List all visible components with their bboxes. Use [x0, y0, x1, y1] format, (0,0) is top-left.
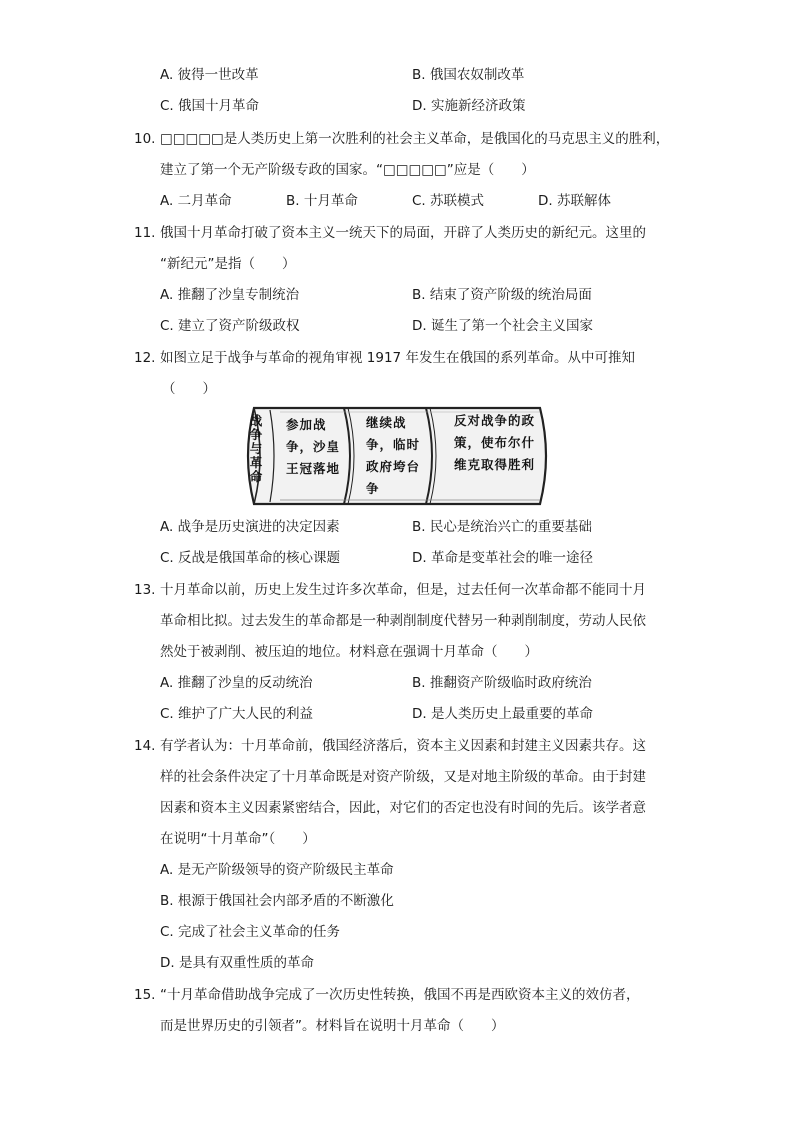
q15-stem-line2: 而是世界历史的引领者”。材料旨在说明十月革命（ ）: [160, 1018, 505, 1034]
q11-number: 11.: [134, 225, 156, 241]
q9-option-b: B. 俄国农奴制改革: [412, 67, 525, 83]
q12-stem-line1: 如图立足于战争与革命的视角审视 1917 年发生在俄国的系列革命。从中可推知: [160, 350, 635, 366]
q11-stem-line2: “新纪元”是指（ ）: [160, 256, 296, 272]
q13-number: 13.: [134, 582, 156, 598]
q14-option-a: A. 是无产阶级领导的资产阶级民主革命: [160, 862, 394, 878]
q14-option-d: D. 是具有双重性质的革命: [160, 955, 314, 971]
q13-stem-line1: 十月革命以前，历史上发生过许多次革命，但是，过去任何一次革命都不能同十月: [160, 582, 646, 598]
q10-option-c: C. 苏联模式: [412, 193, 485, 209]
q12-stem-line2: （ ）: [162, 381, 216, 397]
q13-option-d: D. 是人类历史上最重要的革命: [412, 706, 593, 722]
q13-option-c: C. 维护了广大人民的利益: [160, 706, 314, 722]
q12-scroll-figure: [240, 404, 554, 508]
q10-option-b: B. 十月革命: [286, 193, 358, 209]
q11-option-d: D. 诞生了第一个社会主义国家: [412, 318, 593, 334]
q11-option-c: C. 建立了资产阶级政权: [160, 318, 300, 334]
q14-option-c: C. 完成了社会主义革命的任务: [160, 924, 341, 940]
q14-option-b: B. 根源于俄国社会内部矛盾的不断激化: [160, 893, 394, 909]
q10-number: 10.: [134, 131, 156, 147]
q12-option-a: A. 战争是历史演进的决定因素: [160, 519, 340, 535]
q12-option-d: D. 革命是变革社会的唯一途径: [412, 550, 593, 566]
q13-option-a: A. 推翻了沙皇的反动统治: [160, 675, 313, 691]
q15-number: 15.: [134, 987, 156, 1003]
q9-option-c: C. 俄国十月革命: [160, 98, 260, 114]
q13-option-b: B. 推翻资产阶级临时政府统治: [412, 675, 592, 691]
q14-stem-line1: 有学者认为：十月革命前，俄国经济落后，资本主义因素和封建主义因素共存。这: [160, 738, 646, 754]
q15-stem-line1: “十月革命借助战争完成了一次历史性转换，俄国不再是西欧资本主义的效仿者，: [160, 987, 640, 1003]
scroll-side-label: 战争与革命: [249, 413, 263, 484]
q12-option-c: C. 反战是俄国革命的核心课题: [160, 550, 341, 566]
q14-stem-line4: 在说明“十月革命”（ ）: [160, 831, 316, 847]
scroll-panel-2: 继续战争，临时政府垮台争: [366, 415, 421, 496]
q14-stem-line2: 样的社会条件决定了十月革命既是对资产阶级，又是对地主阶级的革命。由于封建: [160, 769, 646, 785]
scroll-panel-1: 参加战争，沙皇王冠落地: [286, 417, 341, 476]
q12-option-b: B. 民心是统治兴亡的重要基础: [412, 519, 592, 535]
q11-stem-line1: 俄国十月革命打破了资本主义一统天下的局面，开辟了人类历史的新纪元。这里的: [160, 225, 646, 241]
q12-number: 12.: [134, 350, 156, 366]
q14-number: 14.: [134, 738, 156, 754]
q9-option-d: D. 实施新经济政策: [412, 98, 526, 114]
q10-option-d: D. 苏联解体: [538, 193, 611, 209]
q11-option-a: A. 推翻了沙皇专制统治: [160, 287, 300, 303]
q10-stem-line2: 建立了第一个无产阶级专政的国家。“□□□□□”应是（ ）: [160, 162, 535, 178]
q13-stem-line3: 然处于被剥削、被压迫的地位。材料意在强调十月革命（ ）: [160, 644, 538, 660]
q9-option-a: A. 彼得一世改革: [160, 67, 259, 83]
q13-stem-line2: 革命相比拟。过去发生的革命都是一种剥削制度代替另一种剥削制度，劳动人民依: [160, 613, 646, 629]
scroll-panel-3: 反对战争的政策，使布尔什维克取得胜利: [454, 413, 536, 472]
q11-option-b: B. 结束了资产阶级的统治局面: [412, 287, 592, 303]
q10-stem-line1: □□□□□是人类历史上第一次胜利的社会主义革命，是俄国化的马克思主义的胜利，: [160, 131, 670, 147]
q10-option-a: A. 二月革命: [160, 193, 232, 209]
q14-stem-line3: 因素和资本主义因素紧密结合，因此，对它们的否定也没有时间的先后。该学者意: [160, 800, 646, 816]
